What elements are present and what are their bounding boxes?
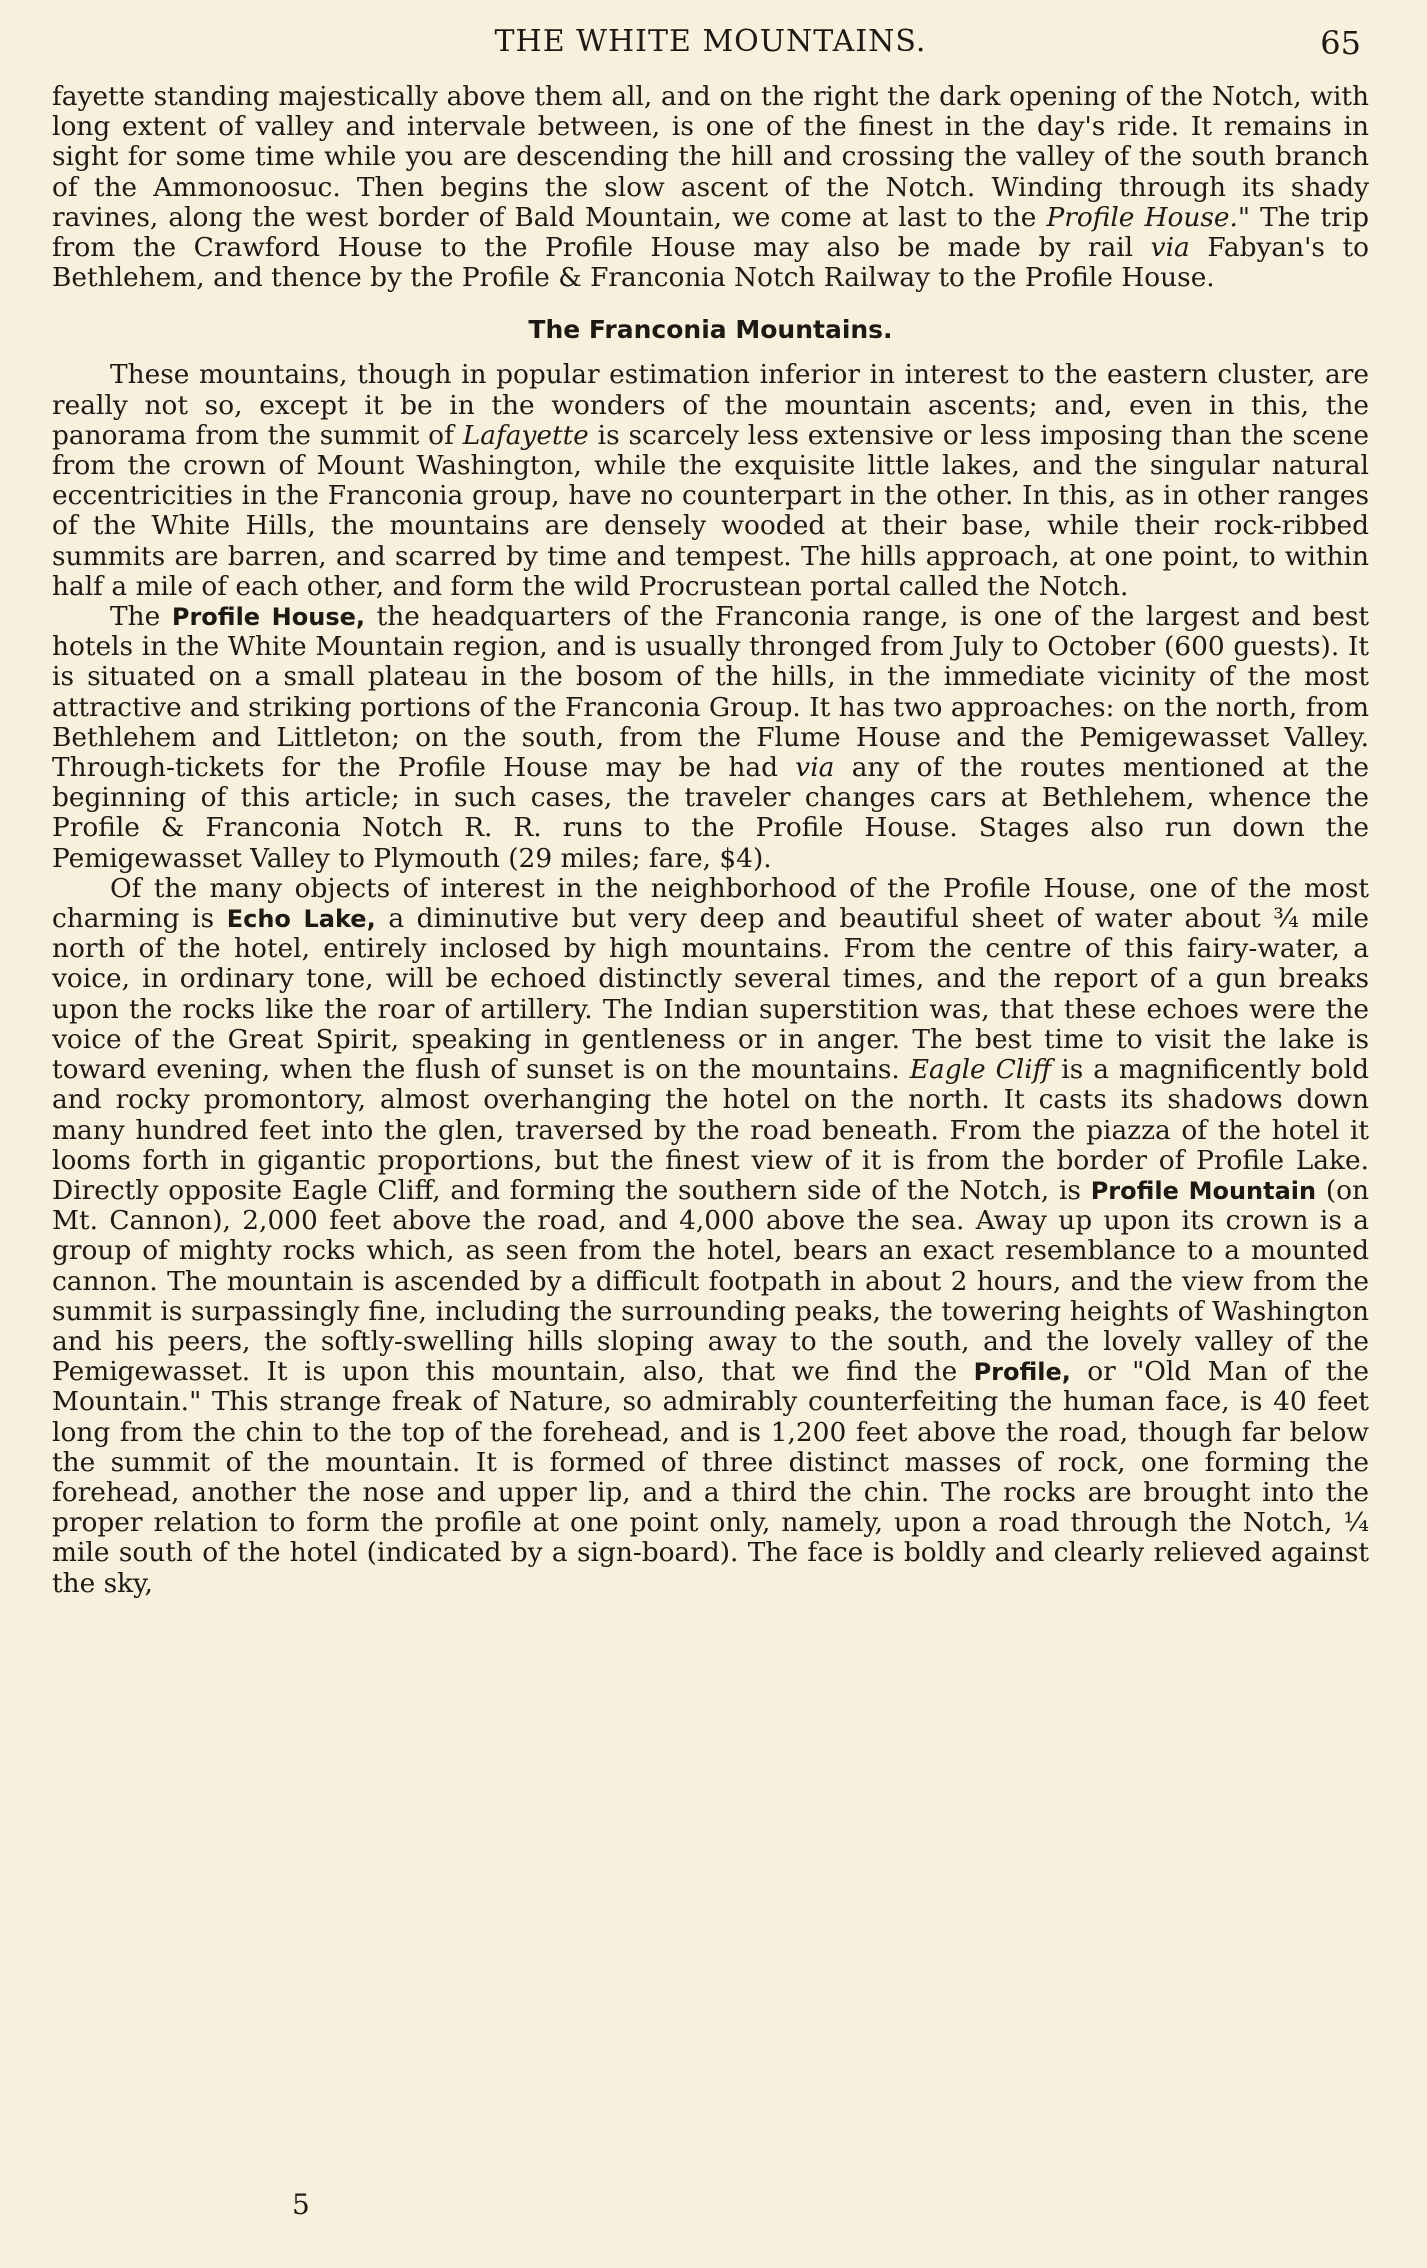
text-run: Fabyan's to Bethlehem, and thence by the Profile & Franconia Notch Railway to the Profile House. (52, 232, 1369, 294)
text-run: is a magnificently bold and rocky promontory, almost overhanging the hotel on the north. It casts its shadows down many hundred feet into the glen, traversed by the road beneath. From the piazza of the hotel it looms forth in gigantic proportions, but the finest view of it is from the border of Profile Lake. Directly opposite Eagle Cliff, and forming the southern side of the Notch, is (52, 1054, 1369, 1206)
bold-profile-house: Profile House, (171, 603, 366, 632)
text-run: The (110, 601, 172, 633)
italic-via: via (795, 752, 835, 784)
paragraph-franconia-intro (52, 360, 1369, 602)
text-run: is scarcely less extensive or less imposing than the scene from the crown of Mount Washington, while the exquisite little lakes, and the singular natural eccentricities in the Franconia group, have no counterpart in the other. In this, as in other ranges of the White Hills, the mountains are densely wooded at their base, while their rock-ribbed summits are barren, and scarred by time and tempest. The hills approach, at one point, to within half a mile of each other, and form the wild Procrustean portal called the Notch. (52, 419, 1369, 602)
text-run: " The trip from the Crawford House to the Profile House may also be made by rail (52, 201, 1369, 264)
page-number: 65 (1320, 24, 1361, 62)
text-run: any of the routes mentioned at the beginning of this article; in such cases, the traveler changes cars at Bethlehem, whence the Profile & Franconia Notch R. R. runs to the Profile House. Stages also run down the Pemigewasset Valley to Plymouth (29 miles; fare, $4). (52, 752, 1369, 874)
text-run: fayette standing majestically above them all, and on the right the dark opening of the Notch, with long extent of valley and intervale between, is one of the finest in the day's ride. It remains in sight for some time while you are descending the hill and crossing the valley of the south branch of the Ammonoosuc. Then begins the slow ascent of the Notch. Winding through its shady ravines, along the west border of Bald Mountain, we come at last to the (52, 81, 1369, 233)
signature-mark: 5 (292, 2188, 310, 2221)
text-run: These mountains, though in popular estimation inferior in interest to the eastern cluster, are really not so, except it be in the wonders of the mountain ascents; and, even in this, the panorama from the summit of (52, 359, 1369, 451)
page-body (52, 82, 1369, 1599)
bold-profile: Profile, (973, 1358, 1071, 1387)
italic-lafayette: Lafayette (462, 419, 589, 451)
text-run: (on Mt. Cannon), 2,000 feet above the road, and 4,000 above the sea. Away up upon its crown is a group of mighty rocks which, as seen from the hotel, bears an exact resemblance to a mounted cannon. The mountain is ascended by a difficult footpath in about 2 hours, and the view from the summit is surpassingly fine, including the surrounding peaks, the towering heights of Washington and his peers, the softly-swelling hills sloping away to the south, and the lovely valley of the Pemigewasset. It is upon this mountain, also, that we find the (52, 1174, 1370, 1388)
bold-echo-lake: Echo Lake, (226, 905, 376, 934)
text-run: Of the many objects of interest in the neighborhood of the Profile House, one of the most charming is (52, 872, 1369, 935)
running-header (52, 18, 1369, 68)
paragraph-profile-house (52, 602, 1369, 874)
running-title: THE WHITE MOUNTAINS. (494, 24, 927, 59)
italic-via: via (1150, 232, 1190, 264)
paragraph-profile-house-route (52, 82, 1369, 293)
italic-profile-house: Profile House. (1046, 201, 1238, 233)
text-run: the headquarters of the Franconia range, is one of the largest and best hotels in the White Mountain region, and is usually thronged from July to October (600 guests). It is situated on a small plateau in the bosom of the hills, in the immediate vicinity of the most attractive and striking portions of the Franconia Group. It has two approaches: on the north, from Bethlehem and Littleton; on the south, from the Flume House and the Pemigewasset Valley. Through-tickets for the Profile House may be had (52, 601, 1370, 784)
text-run: or "Old Man of the Mountain." This strange freak of Nature, so admirably counterfeiting the human face, is 40 feet long from the chin to the top of the forehead, and is 1,200 feet above the road, though far below the summit of the mountain. It is formed of three distinct masses of rock, one forming the forehead, another the nose and upper lip, and a third the chin. The rocks are brought into the proper relation to form the profile at one point only, namely, upon a road through the Notch, ¼ mile south of the hotel (indicated by a sign-board). The face is boldly and clearly relieved against the sky, (52, 1356, 1369, 1599)
paragraph-echo-lake (52, 874, 1369, 1599)
bold-profile-mountain: Profile Mountain (1090, 1176, 1317, 1205)
text-run: a diminutive but very deep and beautiful sheet of water about ¾ mile north of the hotel, entirely inclosed by high mountains. From the centre of this fairy-water, a voice, in ordinary tone, will be echoed distinctly several times, and the report of a gun breaks upon the rocks like the roar of artillery. The Indian superstition was, that these echoes were the voice of the Great Spirit, speaking in gentleness or in anger. The best time to visit the lake is toward evening, when the flush of sunset is on the mountains. (52, 903, 1369, 1086)
section-heading: The Franconia Mountains. (528, 315, 893, 345)
italic-eagle-cliff: Eagle Cliff (909, 1054, 1052, 1086)
